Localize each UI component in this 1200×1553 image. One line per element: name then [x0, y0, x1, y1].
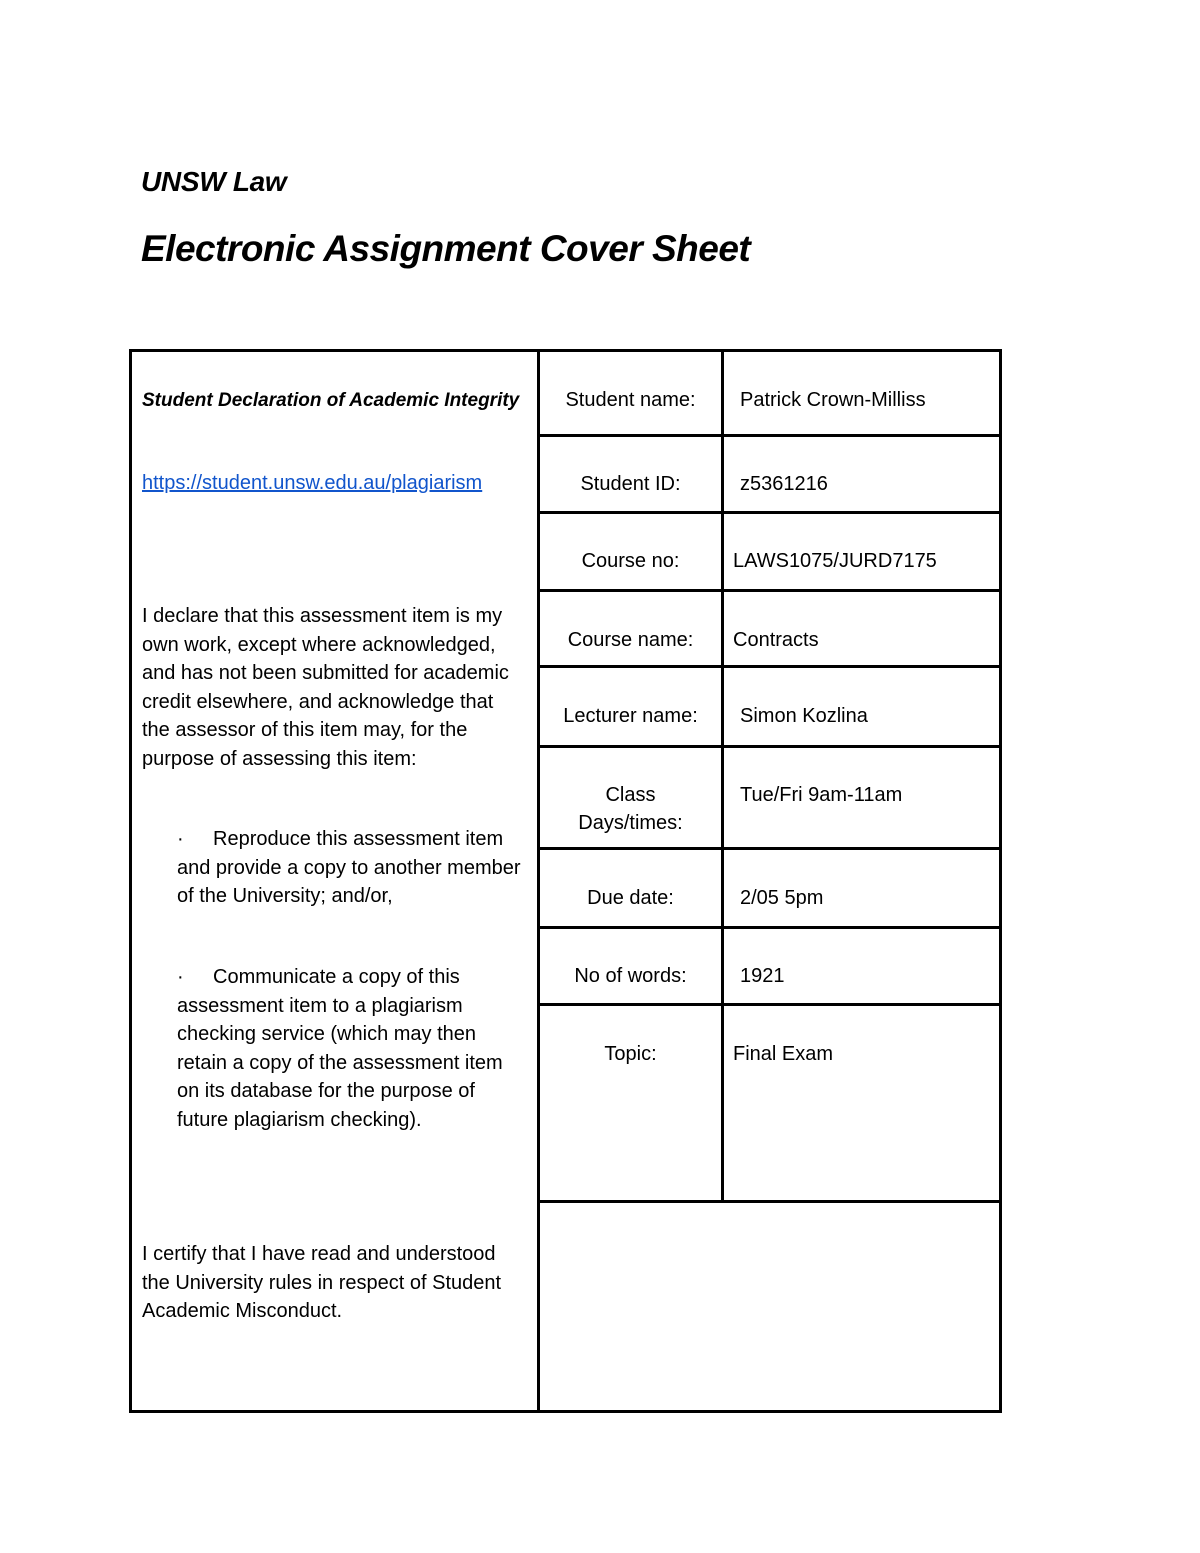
field-row-course-no [540, 514, 1002, 592]
field-row-student-name [540, 352, 1002, 437]
field-row-student-id [540, 437, 1002, 514]
field-value-student-name: Patrick Crown-Milliss [740, 389, 926, 411]
bullet-dot: · [177, 966, 184, 988]
field-value-course-no: LAWS1075/JURD7175 [733, 550, 937, 572]
field-label: Course no: [540, 514, 724, 589]
declaration-bullet [177, 963, 527, 1135]
org-name: UNSW Law [141, 166, 287, 197]
field-row-topic [540, 1006, 1002, 1203]
field-label: Course name: [540, 592, 724, 665]
declaration-heading: Student Declaration of Academic Integrity [142, 390, 520, 411]
field-row-word-count [540, 929, 1002, 1006]
plagiarism-link[interactable]: https://student.unsw.edu.au/plagiarism [142, 472, 483, 494]
blank-cell [540, 1200, 1002, 1410]
bullet-dot: · [177, 828, 184, 850]
cover-sheet-table [129, 349, 1002, 1413]
declaration-cell [132, 352, 540, 1410]
field-label: Lecturer name: [540, 668, 724, 745]
field-value-student-id: z5361216 [740, 473, 828, 495]
field-label: Topic: [540, 1006, 724, 1200]
field-label: Student name: [540, 352, 724, 434]
field-value-word-count: 1921 [740, 965, 785, 987]
field-row-lecturer-name [540, 668, 1002, 748]
field-label: Student ID: [540, 437, 724, 511]
field-label: Due date: [540, 850, 724, 926]
page-title: Electronic Assignment Cover Sheet [141, 228, 751, 269]
bullet-text: Reproduce this assessment item and provide a copy to another member of the University; and/or, [177, 828, 521, 908]
field-value-topic: Final Exam [733, 1043, 834, 1065]
declaration-body: I declare that this assessment item is my own work, except where acknowledged, and has not been submitted for academic credit elsewhere, and acknowledge that the assessor of this item may, for the purpose of assessing this item: [142, 605, 509, 770]
field-row-due-date [540, 850, 1002, 929]
bullet-text: Communicate a copy of this assessment item to a plagiarism checking service (which may then retain a copy of the assessment item on its database for the purpose of future plagiarism checking). [177, 966, 503, 1131]
field-row-class-days [540, 748, 1002, 850]
field-value-course-name: Contracts [733, 629, 819, 651]
certification-text: I certify that I have read and understood the University rules in respect of Student Academic Misconduct. [142, 1243, 502, 1323]
field-label: No of words: [540, 929, 724, 1003]
field-row-course-name [540, 592, 1002, 668]
field-value-class-days: Tue/Fri 9am-11am [740, 784, 903, 806]
declaration-bullet [177, 825, 527, 911]
field-label: Class Days/times: [540, 748, 724, 847]
field-value-lecturer-name: Simon Kozlina [740, 705, 868, 727]
field-value-due-date: 2/05 5pm [740, 887, 824, 909]
